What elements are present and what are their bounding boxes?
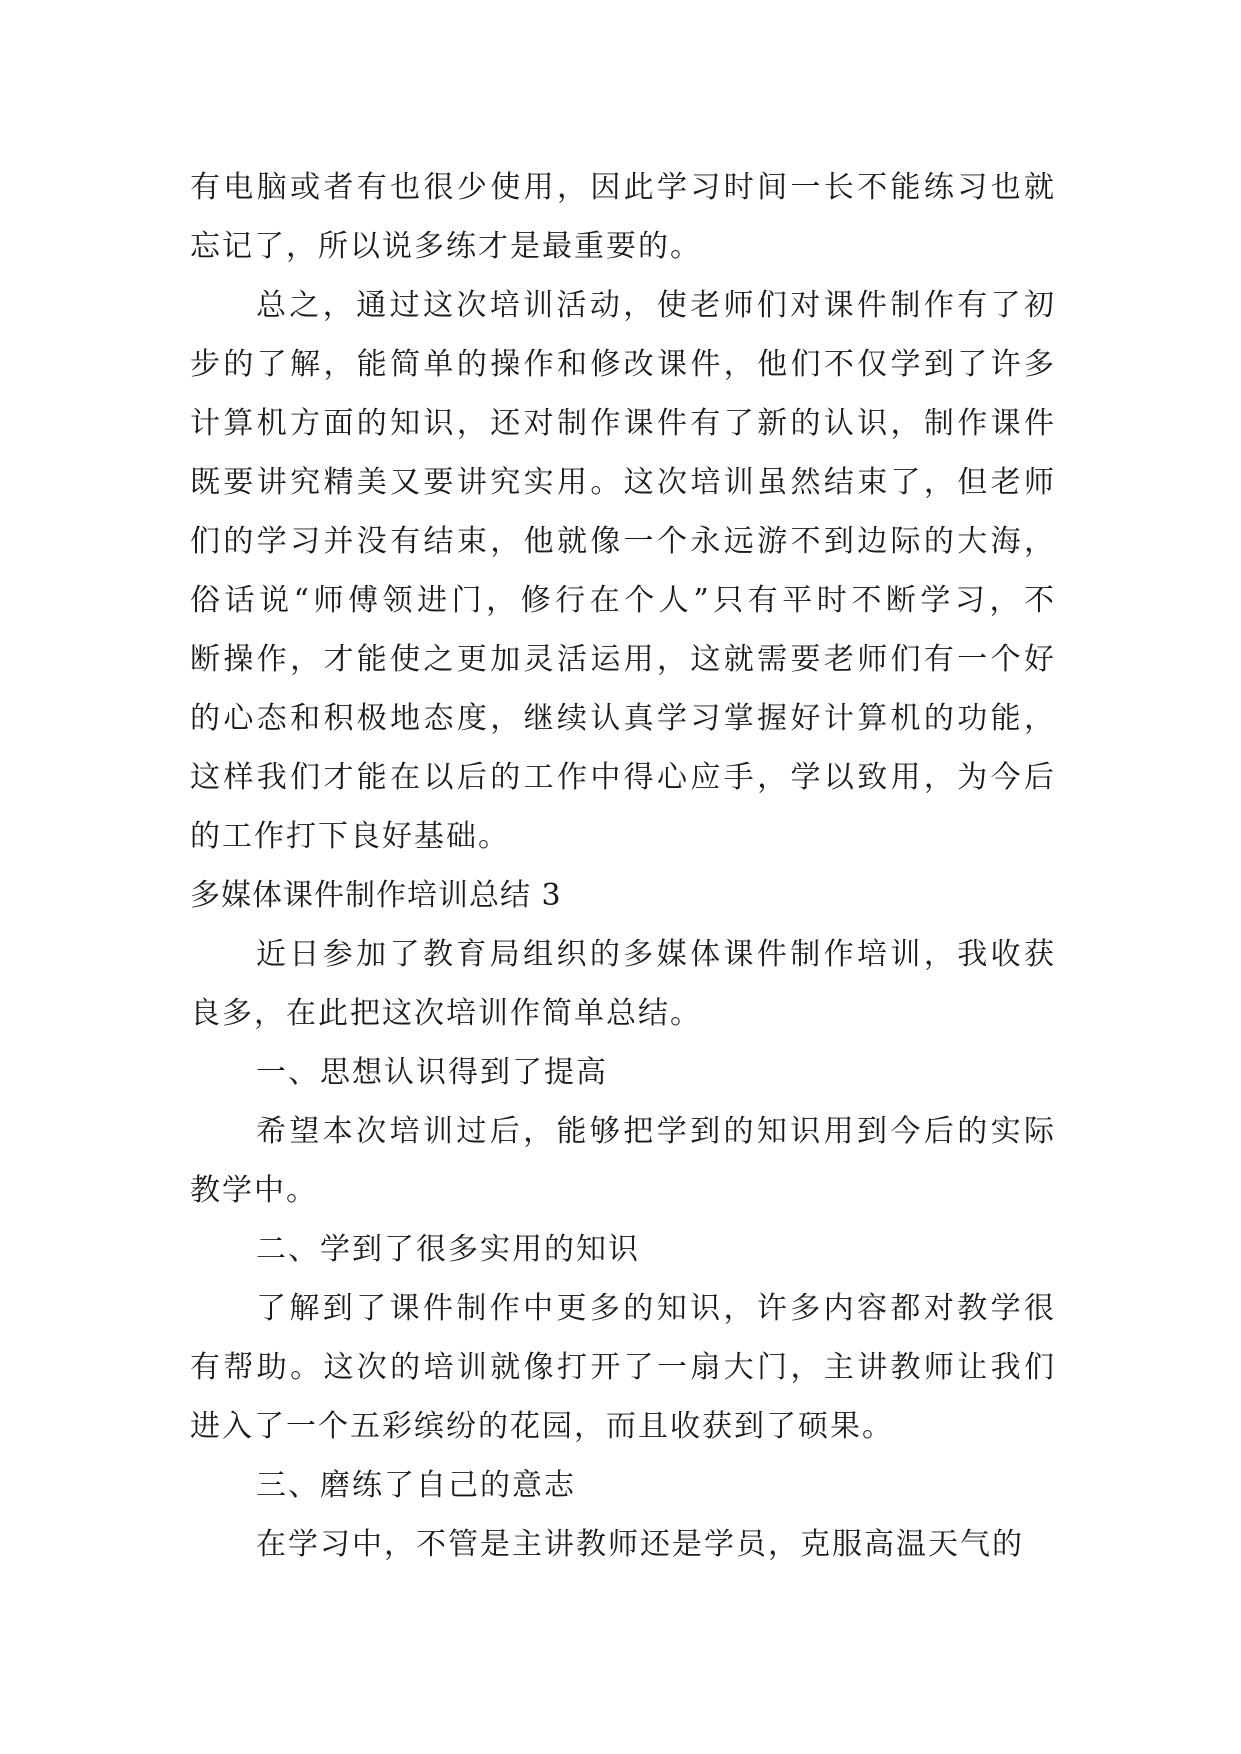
- paragraph: [190, 1102, 1056, 1220]
- text-line: 们的学习并没有结束，他就像一个永远游不到边际的大海，: [190, 524, 1056, 559]
- paragraph: [190, 1220, 1056, 1279]
- paragraph: [190, 925, 1056, 1043]
- text-line: 有电脑或者有也很少使用，因此学习时间一长不能练习也就: [190, 170, 1056, 205]
- text-line: 这样我们才能在以后的工作中得心应手，学以致用，为今后: [190, 760, 1056, 795]
- text-line: 断操作，才能使之更加灵活运用，这就需要老师们有一个好: [190, 642, 1056, 677]
- text-line: 教学中。: [190, 1173, 318, 1208]
- section-title: [190, 866, 1056, 925]
- paragraph: [190, 158, 1056, 276]
- text-line: 步的了解，能简单的操作和修改课件，他们不仅学到了许多: [190, 347, 1056, 382]
- text-line: 的心态和积极地态度，继续认真学习掌握好计算机的功能，: [190, 701, 1056, 736]
- text-line: 在学习中，不管是主讲教师还是学员，克服高温天气的: [256, 1527, 1024, 1562]
- text-line: 进入了一个五彩缤纷的花园，而且收获到了硕果。: [190, 1409, 894, 1444]
- paragraph: [190, 1456, 1056, 1515]
- document-body: [190, 158, 1056, 1574]
- text-line: 了解到了课件制作中更多的知识，许多内容都对教学很: [256, 1291, 1056, 1326]
- paragraph: [190, 1515, 1056, 1574]
- text-line: 二、学到了很多实用的知识: [256, 1232, 640, 1267]
- text-line: 的工作打下良好基础。: [190, 819, 510, 854]
- text-line: 良多，在此把这次培训作简单总结。: [190, 996, 702, 1031]
- paragraph: [190, 1279, 1056, 1456]
- text-line: 俗话说“师傅领进门，修行在个人”只有平时不断学习，不: [190, 583, 1056, 618]
- text-line: 多媒体课件制作培训总结 3: [190, 878, 562, 913]
- text-line: 三、磨练了自己的意志: [256, 1468, 576, 1503]
- text-line: 既要讲究精美又要讲究实用。这次培训虽然结束了，但老师: [190, 465, 1056, 500]
- paragraph: [190, 1043, 1056, 1102]
- paragraph: [190, 276, 1056, 866]
- text-line: 近日参加了教育局组织的多媒体课件制作培训，我收获: [256, 937, 1056, 972]
- text-line: 希望本次培训过后，能够把学到的知识用到今后的实际: [256, 1114, 1056, 1149]
- text-line: 计算机方面的知识，还对制作课件有了新的认识，制作课件: [190, 406, 1056, 441]
- text-line: 有帮助。这次的培训就像打开了一扇大门，主讲教师让我们: [190, 1350, 1056, 1385]
- text-line: 忘记了，所以说多练才是最重要的。: [190, 229, 702, 264]
- text-line: 一、思想认识得到了提高: [256, 1055, 608, 1090]
- text-line: 总之，通过这次培训活动，使老师们对课件制作有了初: [256, 288, 1056, 323]
